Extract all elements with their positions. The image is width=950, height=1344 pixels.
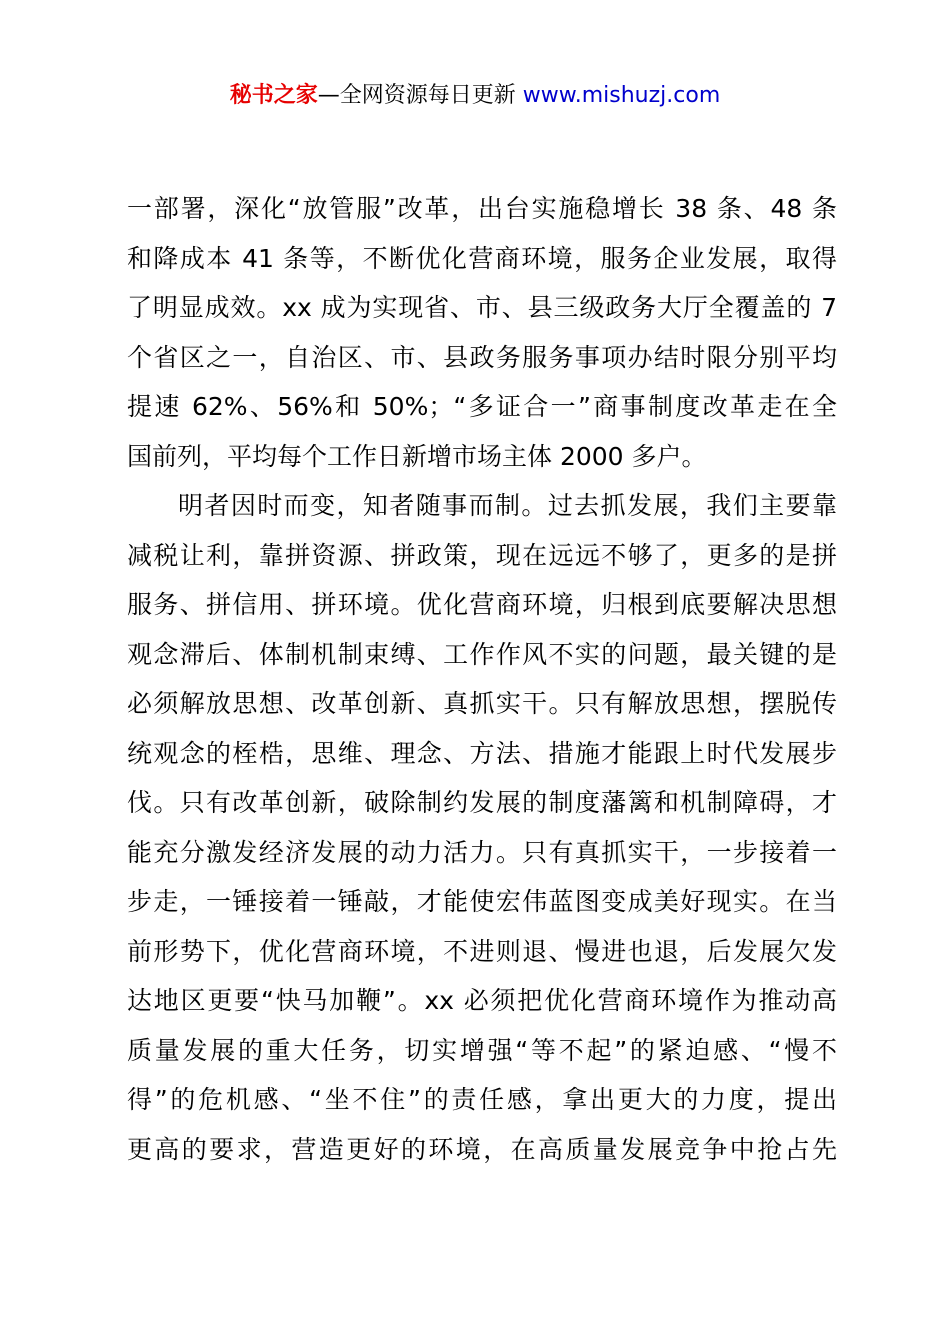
text-line: 提速 62%、56%和 50%；“多证合一”商事制度改革走在全 [127,392,837,421]
text-line: 得”的危机感、“坐不住”的责任感，拿出更大的力度，提出 [127,1085,837,1114]
brand-name: 秘书之家 [229,83,318,108]
document-body [127,184,837,1174]
text-line: 个省区之一，自治区、市、县政务服务事项办结时限分别平均 [127,342,837,372]
header-tagline: —全网资源每日更新 [317,83,516,108]
text-line: 一部署，深化“放管服”改革，出台实施稳增长 38 条、48 条 [127,194,837,223]
text-line: 明者因时而变，知者随事而制。过去抓发展，我们主要靠 [178,491,837,520]
text-line: 前形势下，优化营商环境，不进则退、慢进也退，后发展欠发 [127,936,837,966]
text-line: 必须解放思想、改革创新、真抓实干。只有解放思想，摆脱传 [127,689,837,718]
text-line: 统观念的桎梏，思维、理念、方法、措施才能跟上时代发展步 [127,738,837,768]
paragraph [127,184,837,481]
text-line: 能充分激发经济发展的动力活力。只有真抓实干，一步接着一 [127,837,837,867]
text-line: 质量发展的重大任务，切实增强“等不起”的紧迫感、“慢不 [127,1035,837,1065]
text-line: 更高的要求，营造更好的环境，在高质量发展竞争中抢占先 [127,1134,837,1164]
site-url-link[interactable]: www.mishuzj.com [522,83,721,108]
text-line: 观念滞后、体制机制束缚、工作作风不实的问题，最关键的是 [127,639,837,669]
text-line: 伐。只有改革创新，破除制约发展的制度藩篱和机制障碍，才 [127,788,837,817]
text-line: 步走，一锤接着一锤敲，才能使宏伟蓝图变成美好现实。在当 [127,887,837,916]
text-line: 减税让利，靠拼资源、拼政策，现在远远不够了，更多的是拼 [127,540,837,570]
text-line: 服务、拼信用、拼环境。优化营商环境，归根到底要解决思想 [127,590,837,619]
page-header [0,80,950,112]
text-line: 了明显成效。xx 成为实现省、市、县三级政务大厅全覆盖的 7 [127,293,837,322]
paragraph [127,481,837,1174]
text-line: 和降成本 41 条等，不断优化营商环境，服务企业发展，取得 [127,243,837,273]
text-line: 国前列，平均每个工作日新增市场主体 2000 多户。 [127,441,707,471]
text-line: 达地区更要“快马加鞭”。xx 必须把优化营商环境作为推动高 [127,986,837,1015]
